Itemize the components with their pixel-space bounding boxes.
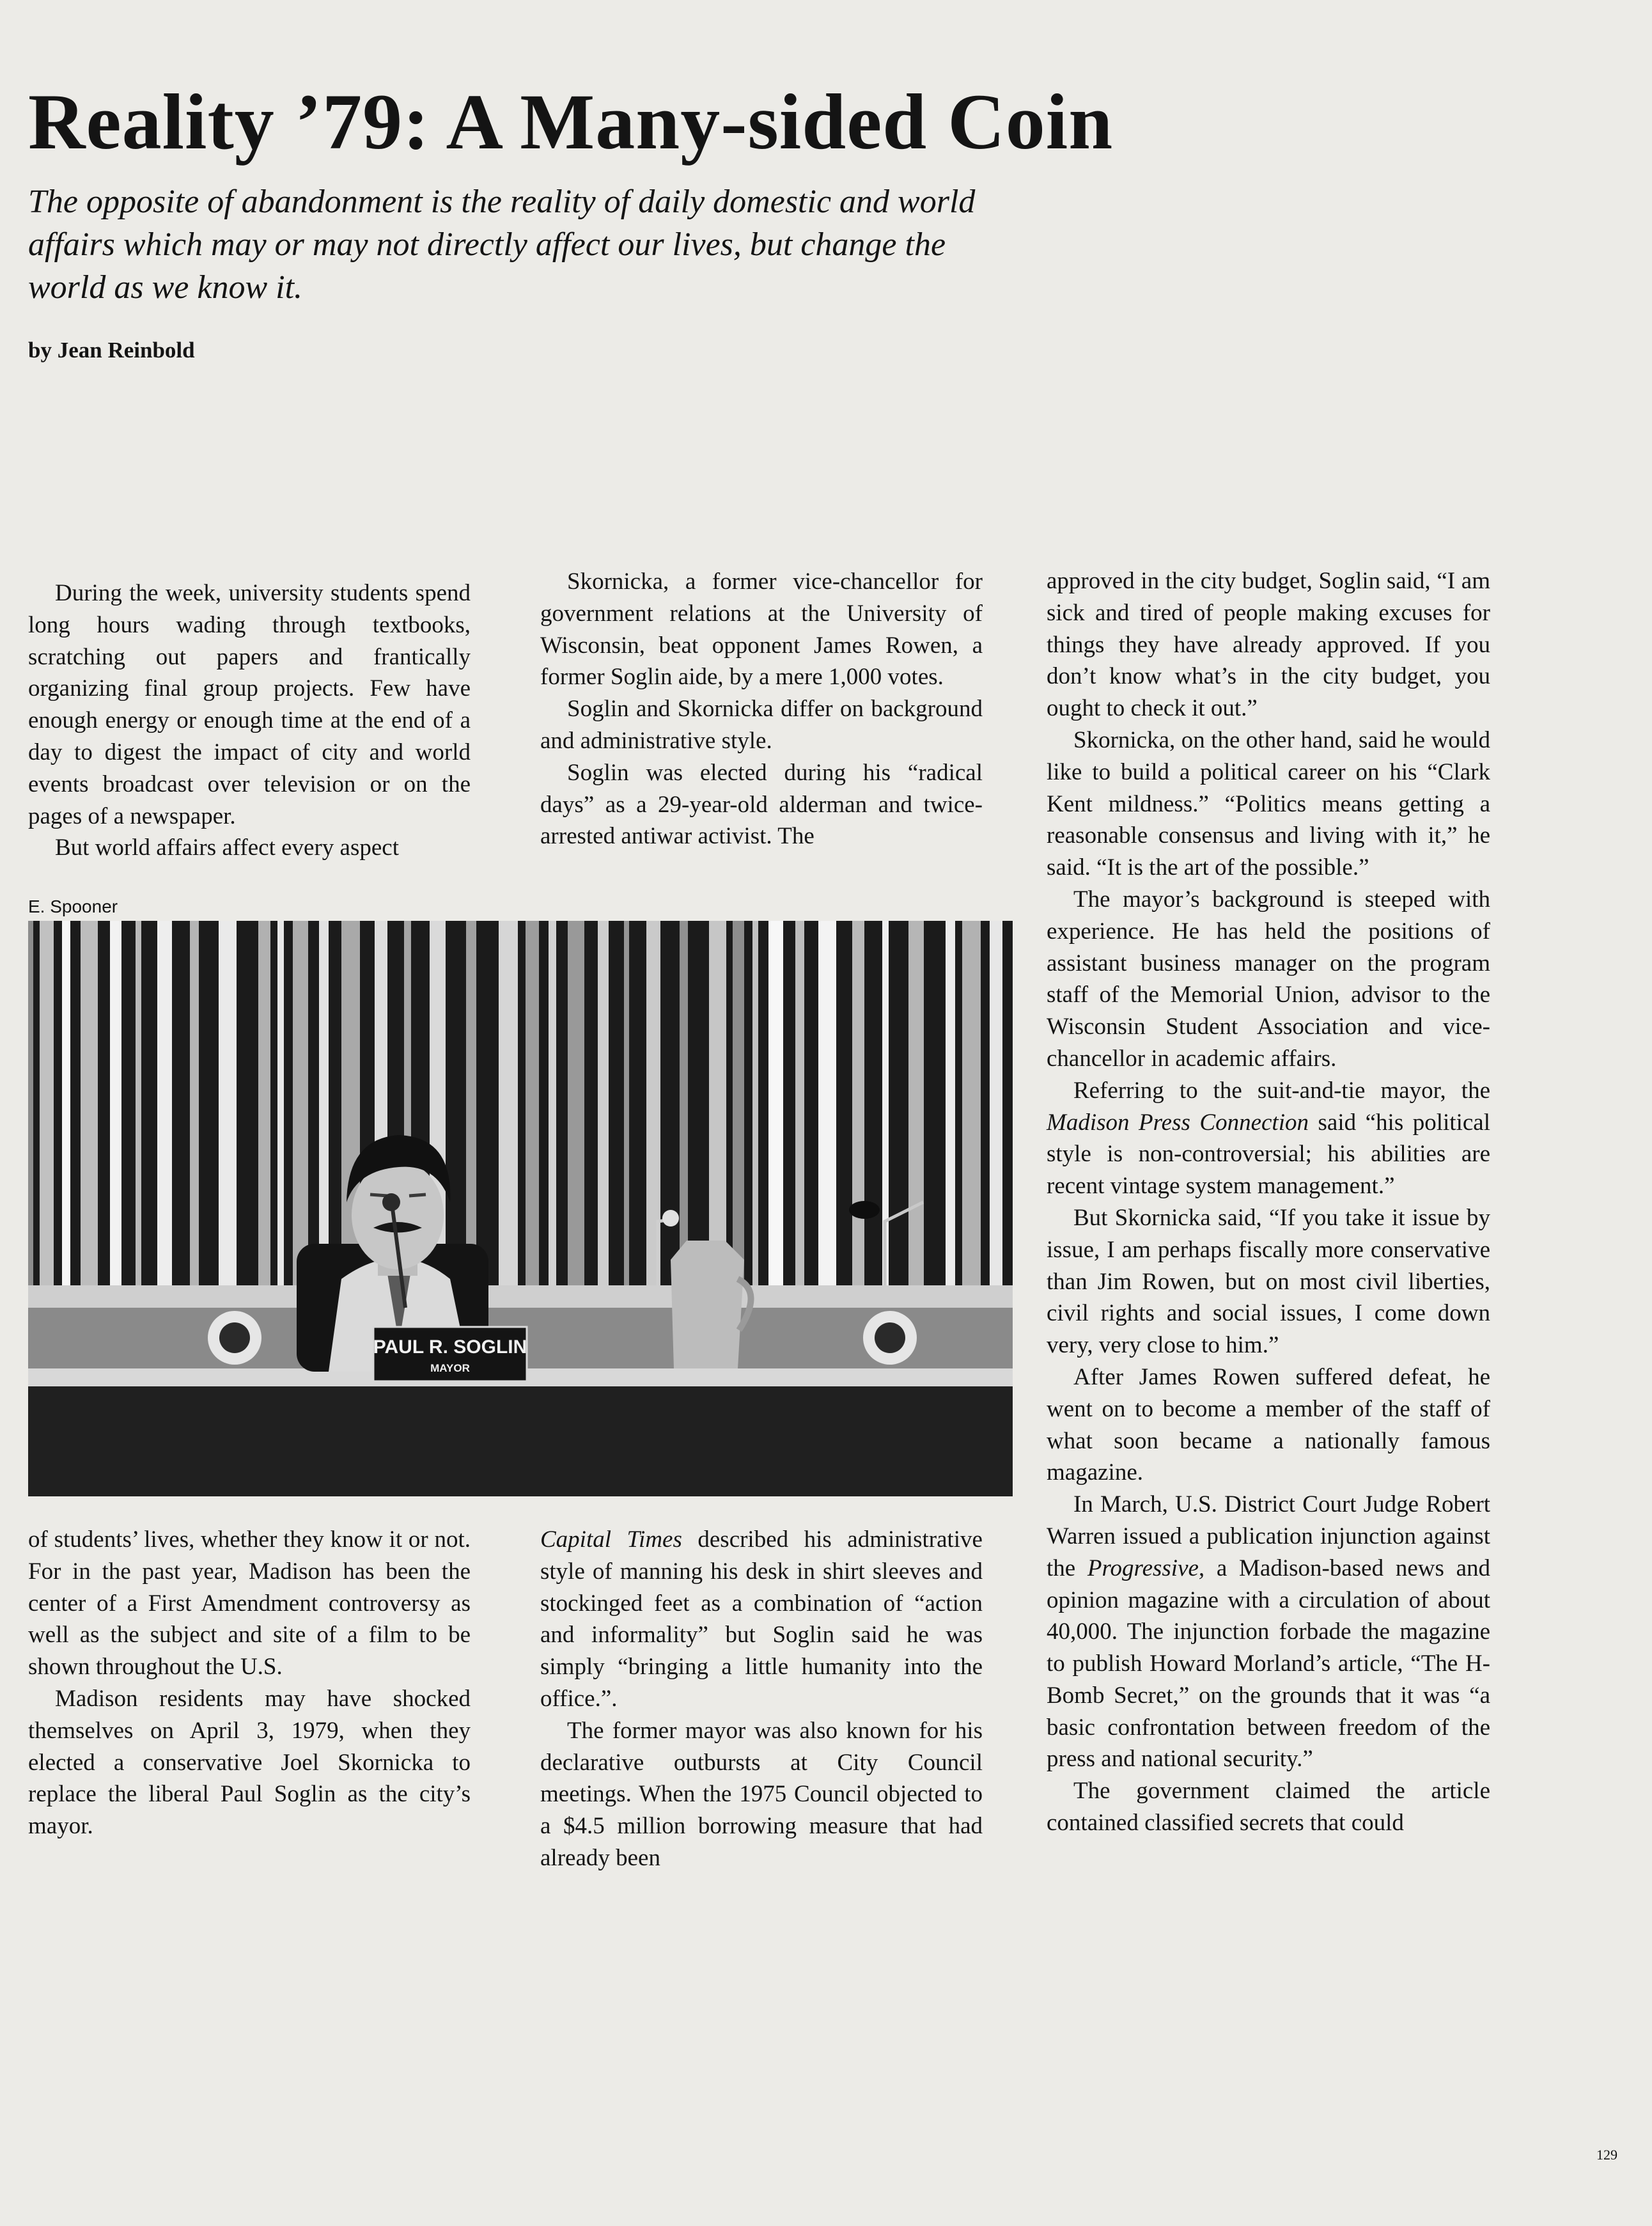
curtain-stripe xyxy=(598,921,609,1292)
article-title: Reality ’79: A Many-sided Coin xyxy=(28,78,1114,166)
paragraph: Soglin was elected during his “radical days” as a 29-year-old alderman and twice-arrested antiwar activist. The xyxy=(540,759,983,850)
curtain-stripe xyxy=(852,921,864,1292)
left-microphone xyxy=(662,1210,679,1227)
curtain-stripe xyxy=(908,921,924,1292)
microphone-base-right-center xyxy=(875,1322,905,1353)
curtain-stripe xyxy=(28,921,33,1292)
photo-credit: E. Spooner xyxy=(28,897,118,916)
curtain-stripe xyxy=(62,921,70,1292)
paragraph: After James Rowen suffered defeat, he went on to become a member of the staff of what soon became a nationally famous magazine. xyxy=(1047,1363,1490,1486)
curtain-stripe xyxy=(466,921,476,1292)
column-1-top xyxy=(28,577,471,864)
curtain-stripe xyxy=(136,921,141,1292)
paragraph: of students’ lives, whether they know it or not. For in the past year, Madison has been the center of a First Amendment controversy as well as the subject and site of a film to be shown throughout the U.S. xyxy=(28,1526,471,1681)
curtain-stripe xyxy=(795,921,804,1292)
photo-illustration xyxy=(28,921,1013,1496)
text-run: Referring to the suit-and-tie mayor, the xyxy=(1073,1077,1490,1104)
curtain-stripe xyxy=(526,921,539,1292)
byline: by Jean Reinbold xyxy=(28,338,195,363)
column-2-bottom xyxy=(540,1524,983,1874)
text-run: said “his political style is non-controversial; his abilities are recent vintage system management.” xyxy=(1047,1109,1490,1200)
text-run: In March, U.S. District Court Judge Robert Warren issued a publication injunction against the xyxy=(1047,1491,1490,1581)
curtain-stripe xyxy=(319,921,329,1292)
desk-front xyxy=(28,1386,1013,1496)
curtain-stripe xyxy=(81,921,98,1292)
column-3 xyxy=(1047,565,1490,1839)
right-microphone xyxy=(849,1201,880,1219)
nameplate-name: PAUL R. SOGLIN xyxy=(373,1336,527,1358)
curtain-stripe xyxy=(549,921,556,1292)
publication-name: Capital Times xyxy=(540,1526,682,1553)
text-run: a Madison-based news and opinion magazine with a circulation of about 40,000. The injunction forbade the magazine to publish Howard Morland’s article, “The H-Bomb Secret,” on the grounds that it was “a basic confrontation between freedom of the press and national security.” xyxy=(1047,1555,1490,1773)
curtain-stripe xyxy=(293,921,308,1292)
curtain-stripe xyxy=(568,921,584,1292)
publication-name: Progressive, xyxy=(1087,1555,1205,1581)
curtain-stripe xyxy=(962,921,981,1292)
paragraph: But world affairs affect every aspect xyxy=(55,835,399,861)
paragraph xyxy=(1047,1489,1490,1775)
paragraph: During the week, university students spend long hours wading through textbooks, scratching out papers and frantically organizing final group projects. Few have enough energy or enough time at the end of a day to digest the impact of city and world events broadcast over television or on the pages of a newspaper. xyxy=(28,580,471,829)
paragraph: Madison residents may have shocked themselves on April 3, 1979, when they elected a conservative Joel Skornicka to replace the liberal Paul Soglin as the city’s mayor. xyxy=(28,1685,471,1840)
right-eye xyxy=(409,1195,426,1196)
curtain-stripe xyxy=(110,921,121,1292)
microphone-base-left-center xyxy=(219,1322,250,1353)
center-microphone xyxy=(382,1193,400,1211)
page-number: 129 xyxy=(1596,2147,1617,2163)
curtain-stripe xyxy=(499,921,518,1292)
curtain-stripe xyxy=(818,921,836,1292)
curtain-stripe xyxy=(190,921,199,1292)
desk-top-edge xyxy=(28,1285,1013,1308)
text-run: described his administrative style of manning his desk in shirt sleeves and stockinged feet as a combination of “action and informality” but Soglin said he was simply “bringing a little humanity into the office.”. xyxy=(540,1526,983,1712)
left-eye xyxy=(370,1195,387,1196)
curtain-stripe xyxy=(624,921,629,1292)
curtain-stripe xyxy=(680,921,688,1292)
curtain-stripe xyxy=(752,921,758,1292)
article-subtitle: The opposite of abandonment is the reality of daily domestic and world affairs which may or may not directly affect our lives, but change the world as we know it. xyxy=(28,184,976,306)
curtain-stripe xyxy=(990,921,1002,1292)
paragraph: But Skornicka said, “If you take it issue by issue, I am perhaps fiscally more conservative than Jim Rowen, but on most civil liberties, civil rights and social issues, I come down very, very close to him.” xyxy=(1047,1204,1490,1359)
paragraph: Soglin and Skornicka differ on background and administrative style. xyxy=(540,696,983,754)
column-1-bottom xyxy=(28,1524,471,1842)
water-pitcher xyxy=(671,1241,744,1368)
mayor-photo xyxy=(28,921,1013,1496)
curtain-stripe xyxy=(946,921,955,1292)
paragraph: Skornicka, on the other hand, said he would like to build a political career on his “Clark Kent mildness.” “Politics means getting a reasonable consensus and living with it,” he said. “It is the art of the possible.” xyxy=(1047,726,1490,881)
curtain-stripe xyxy=(709,921,726,1292)
curtain-stripe xyxy=(768,921,783,1292)
nameplate-title: MAYOR xyxy=(430,1362,470,1374)
curtain-stripe xyxy=(277,921,284,1292)
publication-name: Madison Press Connection xyxy=(1047,1109,1309,1136)
paragraph: Skornicka, a former vice-chancellor for government relations at the University of Wisconsin, beat opponent James Rowen, a former Soglin aide, by a mere 1,000 votes. xyxy=(540,568,983,691)
column-2-top xyxy=(540,566,983,852)
curtain-stripe xyxy=(40,921,54,1292)
curtain-stripe xyxy=(733,921,744,1292)
paragraph xyxy=(540,1524,983,1715)
paragraph: The former mayor was also known for his declarative outbursts at City Council meetings. When the 1975 Council objected to a $4.5 million borrowing measure that had already been xyxy=(540,1717,983,1871)
paragraph: approved in the city budget, Soglin said, “I am sick and tired of people making excuses for things they have already approved. If you don’t know what’s in the city budget, you ought to check it out.” xyxy=(1047,568,1490,722)
paragraph xyxy=(1047,1075,1490,1202)
paragraph: The mayor’s background is steeped with experience. He has held the positions of assistant business manager on the program staff of the Memorial Union, advisor to the Wisconsin Student Association and vice-chancellor in academic affairs. xyxy=(1047,886,1490,1072)
curtain-stripe xyxy=(219,921,237,1292)
paragraph: The government claimed the article contained classified secrets that could xyxy=(1047,1778,1490,1837)
curtain-stripe xyxy=(258,921,270,1292)
curtain-stripe xyxy=(157,921,172,1292)
